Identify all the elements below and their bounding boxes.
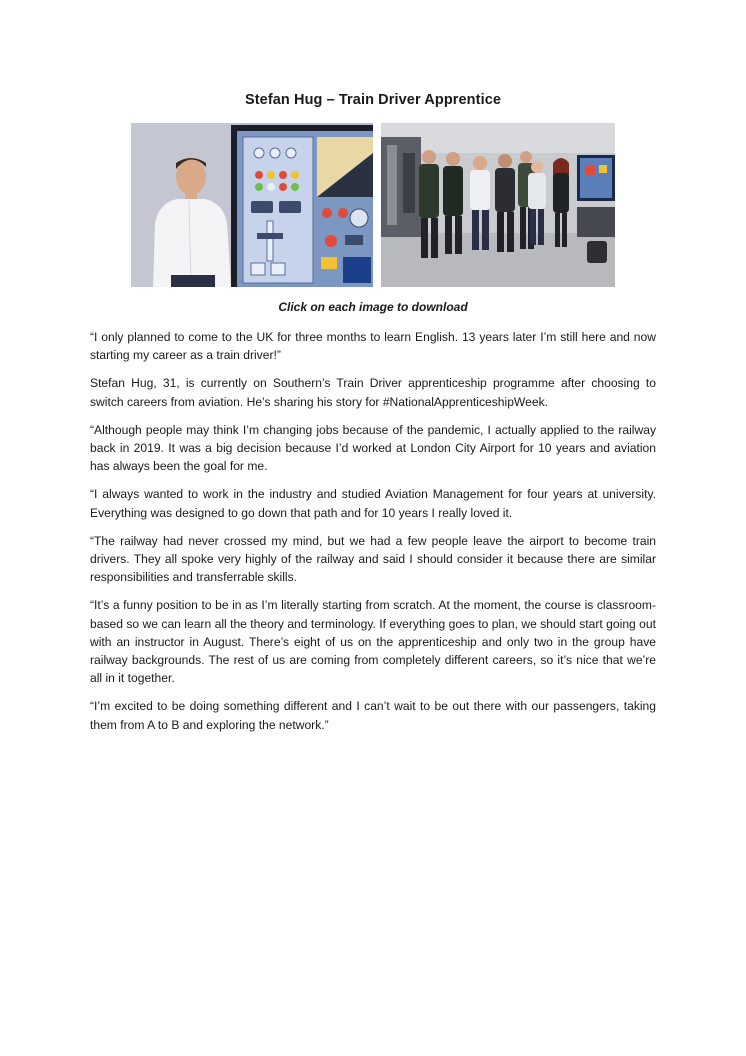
paragraph-1: “I only planned to come to the UK for three months to learn English. 13 years later I’m still here and now starting my career as a train driver!” bbox=[90, 330, 656, 363]
paragraph-4: “I always wanted to work in the industry and studied Aviation Management for four years at university. Everything was designed to go down that path and for 10 years I really loved it. bbox=[90, 487, 656, 520]
article-body bbox=[90, 328, 656, 744]
photo-apprentice-group-image bbox=[381, 123, 615, 287]
paragraph-6: “It’s a funny position to be in as I’m literally starting from scratch. At the moment, the course is classroom-based so we can learn all the theory and terminology. If everything goes to plan, we should start going out with an instructor in August. There’s eight of us on the apprenticeship and only two in the group have railway backgrounds. The rest of us are coming from completely different careers, so it’s nice that we’re all in it together. bbox=[90, 598, 656, 686]
image-caption: Click on each image to download bbox=[278, 300, 468, 314]
paragraph-5: “The railway had never crossed my mind, but we had a few people leave the airport to become train drivers. They all spoke very highly of the railway and said I should consider it because there are similar responsibilities and transferrable skills. bbox=[90, 533, 656, 585]
photo-stefan-simulator-image bbox=[131, 123, 373, 287]
page-title: Stefan Hug – Train Driver Apprentice bbox=[244, 92, 502, 108]
photo-stefan-simulator[interactable] bbox=[131, 123, 373, 287]
paragraph-7: “I’m excited to be doing something different and I can’t wait to be out there with our passengers, taking them from A to B and exploring the network.” bbox=[90, 699, 656, 732]
photo-apprentice-group[interactable] bbox=[381, 123, 615, 287]
paragraph-3: “Although people may think I’m changing jobs because of the pandemic, I actually applied to the railway back in 2019. It was a big decision because I’d worked at London City Airport for 10 years and aviation has always been the goal for me. bbox=[90, 422, 656, 474]
paragraph-2: Stefan Hug, 31, is currently on Southern’s Train Driver apprenticeship programme after choosing to switch careers from aviation. He’s sharing his story for #NationalApprenticeshipWeek. bbox=[90, 376, 656, 409]
